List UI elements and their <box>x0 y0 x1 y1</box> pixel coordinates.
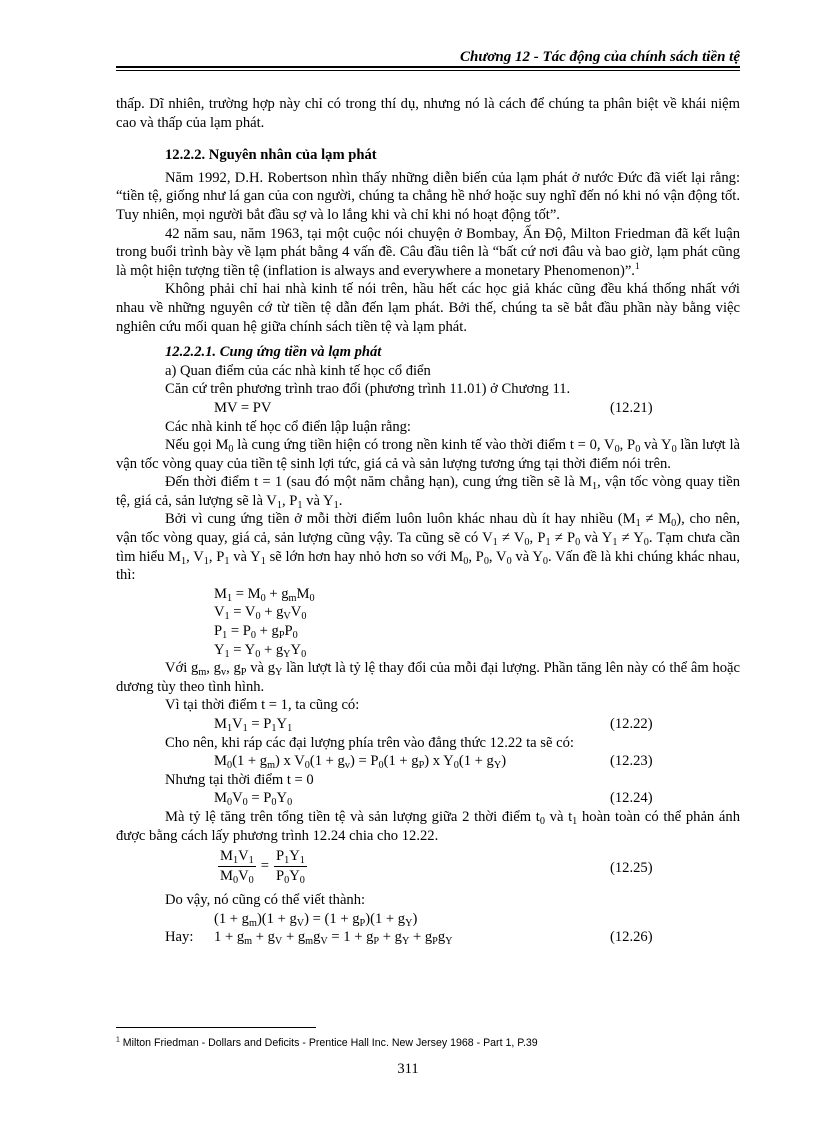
equation-number: (12.24) <box>610 790 653 807</box>
equation-product-form <box>116 910 740 929</box>
footnote-text: Milton Friedman - Dollars and Deficits - Prentice Hall Inc. New Jersey 1968 - Part 1, P.39 <box>122 1037 538 1049</box>
paragraph-difference: Bởi vì cung ứng tiền ở mỗi thời điểm luôn luôn khác nhau dù ít hay nhiều $(M_1 \ne M_0)$, cho nên, vận tốc vòng quay, giá cả, sản lượng cũng vậy. Ta cũng sẽ có $V_1 \ne V_0$, $P_1 \ne P_0$ và $Y_1 \ne Y_0$. Tạm chưa cần tìm hiểu $M_1$, $V_1$, $P_1$ và $Y_1$ sẽ lớn hơn hay nhỏ hơn so với $M_0$, $P_0$, $V_0$ và $Y_0$. Vấn đề là khi chúng khác nhau, thì: <box>116 511 740 584</box>
equation-body: $M_0V_0 = P_0Y_0$ <box>214 790 293 809</box>
equation-number: (12.25) <box>610 860 653 877</box>
equation-12-26 <box>116 928 740 947</box>
body-text <box>116 95 740 947</box>
paragraph-robertson: Năm 1992, D.H. Robertson nhìn thấy những diễn biến của lạm phát ở nước Đức đã viết lại rằng: “tiền tệ, giống như lá gan của con người, chúng ta chẳng hề nhớ hoặc suy nghĩ đến nó khi nó vận động tốt. Tuy nhiên, mọi người bắt đầu sợ và lo lắng khi và chỉ khi nó hoạt động tốt”. <box>116 169 740 223</box>
footnote-rule <box>116 1027 316 1028</box>
paragraph-consensus: Không phải chỉ hai nhà kinh tế nói trên, hầu hết các học giả khác cũng đều khá thống nhất với nhau về những nguyên cớ từ tiền tệ dẫn đến lạm phát. Bởi thế, chúng ta sẽ bắt đầu phần này bằng việc nghiên cứu mối quan hệ giữa chính sách tiền tệ và lạm phát. <box>116 281 740 335</box>
paragraph-ratio: Mà tỷ lệ tăng trên tổng tiền tệ và sản lượng giữa 2 thời điểm $t_0$ và $t_1$ hoàn toàn có thể phản ánh được bằng cách lấy phương trình 12.24 chia cho 12.22. <box>116 808 740 844</box>
equation-body: $M_0(1 + g_m)$ x $V_0(1 + g_v) = P_0(1 + g_P)$ x $Y_0(1 + g_Y)$ <box>214 753 507 772</box>
equation-body: $1 + g_m + g_V + g_mg_V = 1 + g_P + g_Y + g_Pg_Y$ <box>214 929 453 948</box>
equation-v1: $V_1 = V_0 + g_VV_0$ <box>214 604 307 623</box>
chapter-header <box>116 36 740 68</box>
chapter-title: Chương 12 - Tác động của chính sách tiền tệ <box>460 49 740 65</box>
paragraph-time-one: Đến thời điểm t = 1 (sau đó một năm chẳng hạn), cung ứng tiền sẽ là $M_1$, vận tốc vòng quay tiền tệ, giá cả, sản lượng sẽ là $V_1$, $P_1$ và $Y_1$. <box>116 474 740 511</box>
footnote-reference: 1 <box>634 261 640 272</box>
equation-12-24 <box>116 789 740 808</box>
classic-argument-line: Các nhà kinh tế học cổ điển lập luận rằng: <box>165 418 411 435</box>
equation-y1: $Y_1 = Y_0 + g_YY_0$ <box>214 641 307 660</box>
hay-label: Hay: <box>165 929 194 946</box>
paragraph-intro: thấp. Dĩ nhiên, trường hợp này chỉ có trong thí dụ, nhưng nó là cách để chúng ta phân biệt về khái niệm cao và thấp của lạm phát. <box>116 96 740 131</box>
footnote <box>116 1034 538 1053</box>
equation-p1: $P_1 = P_0 + g_PP_0$ <box>214 623 298 642</box>
time-zero-line: Nhưng tại thời điểm t = 0 <box>165 771 314 788</box>
equation-body: $M_1V_1 = P_1Y_1$ <box>214 716 293 734</box>
classic-view-heading: a) Quan điểm của các nhà kinh tế học cổ điển <box>165 362 431 379</box>
rewrite-line: Do vậy, nó cũng có thể viết thành: <box>165 892 366 909</box>
fraction-right: $\frac{P_1Y_1}{P_0Y_0}$ <box>275 848 305 887</box>
page-number: 311 <box>397 1061 419 1077</box>
equation-body: $(1 + g_m)(1 + g_V) = (1 + g_P)(1 + g_Y)$ <box>214 910 418 929</box>
paragraph-growth-rates: Với $g_m$, $g_v$, $g_P$ và $g_Y$ lần lượt là tỷ lệ thay đổi của mỗi đại lượng. Phần tăng lên này có thể âm hoặc dương tùy theo tình hình. <box>116 660 741 695</box>
basis-line: Căn cứ trên phương trình trao đổi (phương trình 11.01) ở Chương 11. <box>165 381 571 398</box>
time-one-line: Vì tại thời điểm t = 1, ta cũng có: <box>165 697 360 714</box>
equation-12-21 <box>116 399 740 418</box>
header-rule <box>116 70 740 71</box>
paragraph-friedman <box>116 225 740 281</box>
equation-12-23 <box>116 752 740 771</box>
equation-body: MV = PV <box>214 399 272 416</box>
footnote-mark: 1 <box>116 1036 120 1044</box>
section-heading: 12.2.2. Nguyên nhân của lạm phát <box>165 147 377 164</box>
equation-12-25 <box>116 847 740 891</box>
subsection-heading: 12.2.2.1. Cung ứng tiền và lạm phát <box>165 344 382 361</box>
equation-number: (12.26) <box>610 929 653 946</box>
fraction-left: $\frac{M_1V_1}{M_0V_0}$ <box>220 848 254 887</box>
equation-number: (12.21) <box>610 399 653 416</box>
fraction-equation: $\frac{M_1V_1}{M_0V_0}$ = $\frac{P_1Y_1}{P_0Y_0}$ <box>220 848 305 887</box>
equation-number: (12.23) <box>610 753 653 770</box>
substitute-line: Cho nên, khi ráp các đại lượng phía trên vào đẳng thức 12.22 ta sẽ có: <box>165 734 574 751</box>
paragraph-initial-state: Nếu gọi $M_0$ là cung ứng tiền hiện có trong nền kinh tế vào thời điểm t = 0, $V_0$, $P_0$ và $Y_0$ lần lượt là vận tốc vòng quay của tiền tệ sinh lợi tức, giá cả và sản lượng tương ứng tại thời điểm nói trên. <box>116 437 740 472</box>
equation-number: (12.22) <box>610 716 653 732</box>
equation-12-22 <box>116 715 740 734</box>
growth-equations <box>116 585 740 659</box>
paragraph-friedman-text: 42 năm sau, năm 1963, tại một cuộc nói chuyện ở Bombay, Ấn Độ, Milton Friedman đã kết luận trong buổi trình bày về lạm phát bằng 4 vấn đề. Câu đầu tiên là “bất cứ nơi đâu và bao giờ, lạm phát cũng là một hiện tượng tiền tệ (inflation is always and everywhere a monetary Phenomenon)”. <box>116 225 740 279</box>
equation-m1: $M_1 = M_0 + g_mM_0$ <box>214 585 315 604</box>
